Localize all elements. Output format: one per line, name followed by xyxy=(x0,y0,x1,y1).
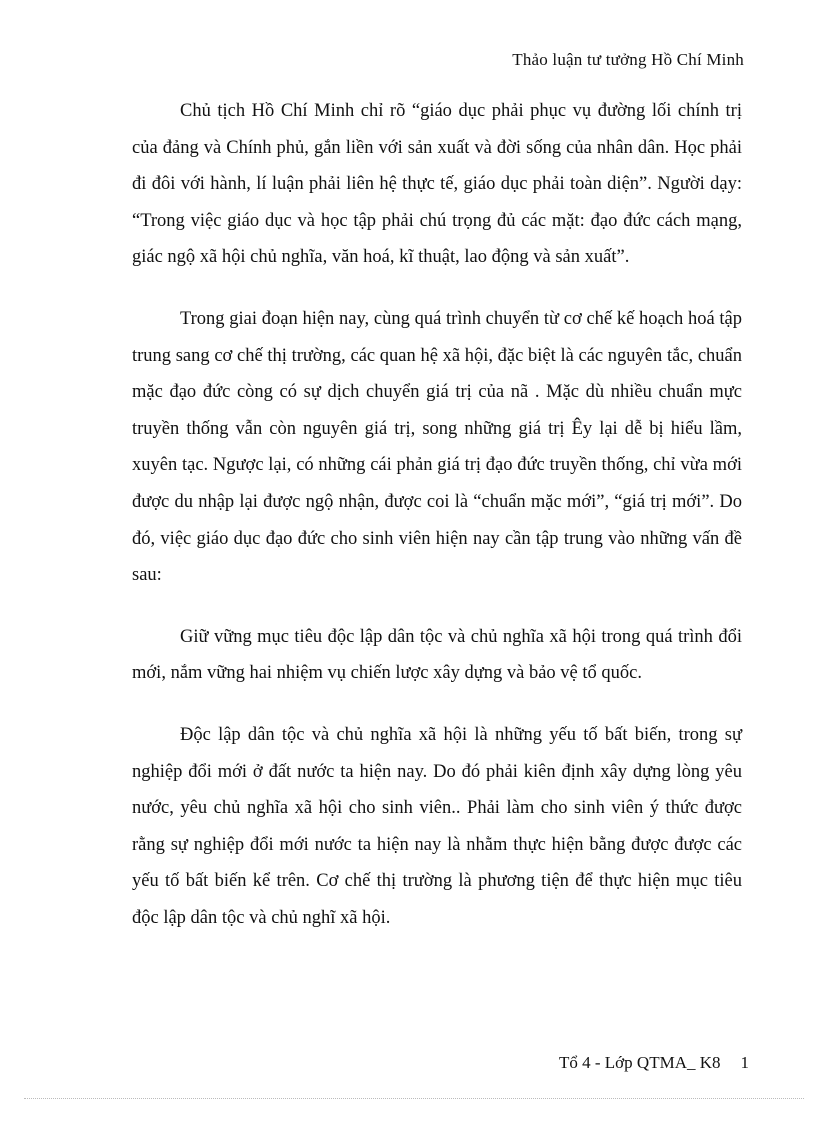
paragraph-2: Trong giai đoạn hiện nay, cùng quá trình chuyển từ cơ chế kế hoạch hoá tập trung sang cơ chế thị trường, các quan hệ xã hội, đặc biệt là các nguyên tắc, chuẩn mặc đạo đức còng có sự dịch chuyển giá trị của nã . Mặc dù nhiều chuẩn mực truyền thống vẫn còn nguyên giá trị, song những giá trị Êy lại dễ bị hiểu lầm, xuyên tạc. Ngược lại, có những cái phản giá trị đạo đức truyền thống, chỉ vừa mới được du nhập lại được ngộ nhận, được coi là “chuẩn mặc mới”, “giá trị mới”. Do đó, việc giáo dục đạo đức cho sinh viên hiện nay cần tập trung vào những vấn đề sau: xyxy=(132,308,742,586)
page-header: Thảo luận tư tưởng Hồ Chí Minh xyxy=(512,50,744,69)
page-bottom-divider xyxy=(24,1098,804,1099)
paragraph-1: Chủ tịch Hồ Chí Minh chỉ rõ “giáo dục phải phục vụ đường lối chính trị của đảng và Chính phủ, gắn liền với sản xuất và đời sống của nhân dân. Học phải đi đôi với hành, lí luận phải liên hệ thực tế, giáo dục phải toàn diện”. Người dạy: “Trong việc giáo dục và học tập phải chú trọng đủ các mặt: đạo đức cách mạng, giác ngộ xã hội chủ nghĩa, văn hoá, kĩ thuật, lao động và sản xuất”. xyxy=(132,101,742,268)
document-body xyxy=(132,93,742,936)
page-number: 1 xyxy=(740,1053,749,1072)
paragraph-4: Độc lập dân tộc và chủ nghĩa xã hội là những yếu tố bất biến, trong sự nghiệp đổi mới ở đất nước ta hiện nay. Do đó phải kiên định xây dựng lòng yêu nước, yêu chủ nghĩa xã hội cho sinh viên.. Phải làm cho sinh viên ý thức được rằng sự nghiệp đổi mới nước ta hiện nay là nhằm thực hiện bằng được được các yếu tố bất biến kể trên. Cơ chế thị trường là phương tiện để thực hiện mục tiêu độc lập dân tộc và chủ nghĩ xã hội. xyxy=(132,724,742,928)
page-footer xyxy=(559,1053,749,1073)
footer-group-label: Tổ 4 - Lớp QTMA_ K8 xyxy=(559,1053,721,1072)
paragraph-3: Giữ vững mục tiêu độc lập dân tộc và chủ nghĩa xã hội trong quá trình đổi mới, nắm vững hai nhiệm vụ chiến lược xây dựng và bảo vệ tổ quốc. xyxy=(132,626,742,684)
